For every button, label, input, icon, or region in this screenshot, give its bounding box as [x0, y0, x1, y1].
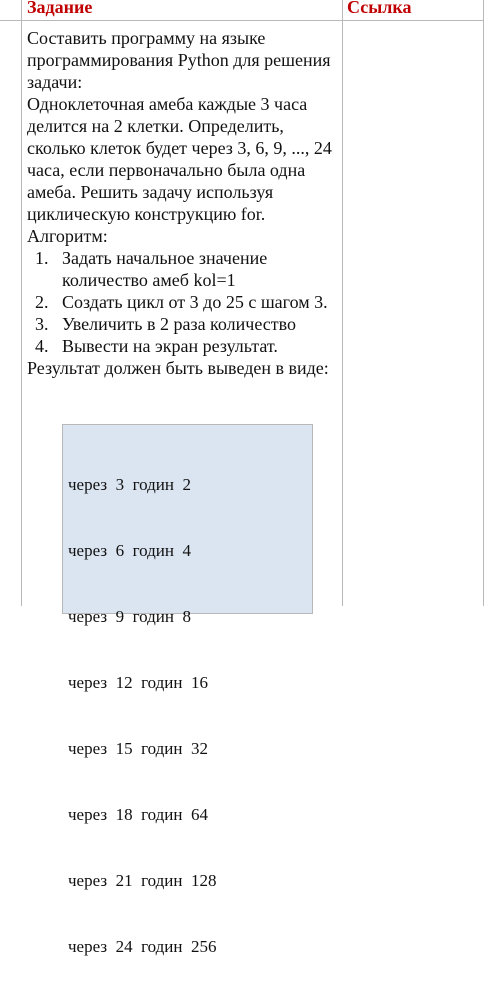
table-border-middle — [342, 0, 343, 606]
result-line: через 21 годин 128 — [68, 871, 217, 890]
result-line: через 18 годин 64 — [68, 805, 208, 824]
step-text: Задать начальное значение количество амеб kol=1 — [62, 248, 268, 290]
table-border-left — [21, 0, 22, 606]
result-example-box — [62, 424, 313, 956]
result-line: через 24 годин 256 — [68, 937, 217, 956]
step-number: 3. — [35, 314, 49, 334]
column-header-link: Ссылка — [347, 0, 412, 17]
task-description — [27, 27, 337, 379]
result-line: через 15 годин 32 — [68, 739, 208, 758]
result-line: через 12 годин 16 — [68, 673, 208, 692]
result-line: через 3 годин 2 — [68, 475, 191, 494]
result-line: через 6 годин 4 — [68, 541, 191, 560]
algorithm-step — [27, 247, 337, 291]
algorithm-step — [27, 335, 337, 357]
table-header-divider — [0, 20, 484, 21]
step-text: Вывести на экран результат. — [62, 336, 278, 356]
step-text: Создать цикл от 3 до 25 с шагом 3. — [62, 292, 328, 312]
result-example-lines — [68, 430, 216, 1002]
step-number: 2. — [35, 292, 49, 312]
task-intro: Составить программу на языке программирования Python для решения задачи: — [27, 28, 331, 92]
step-text: Увеличить в 2 раза количество — [62, 314, 296, 334]
step-number: 1. — [35, 248, 49, 268]
algorithm-step — [27, 313, 337, 335]
result-label: Результат должен быть выведен в виде: — [27, 358, 329, 378]
task-problem: Одноклеточная амеба каждые 3 часа делится на 2 клетки. Определить, сколько клеток будет через 3, 6, 9, ..., 24 часа, если первоначально была одна амеба. Решить задачу используя циклическую конструкцию for. — [27, 94, 332, 224]
algorithm-step — [27, 291, 337, 313]
column-header-task: Задание — [27, 0, 93, 17]
result-line: через 9 годин 8 — [68, 607, 191, 626]
step-number: 4. — [35, 336, 49, 356]
algorithm-label: Алгоритм: — [27, 226, 108, 246]
algorithm-steps — [27, 247, 337, 357]
